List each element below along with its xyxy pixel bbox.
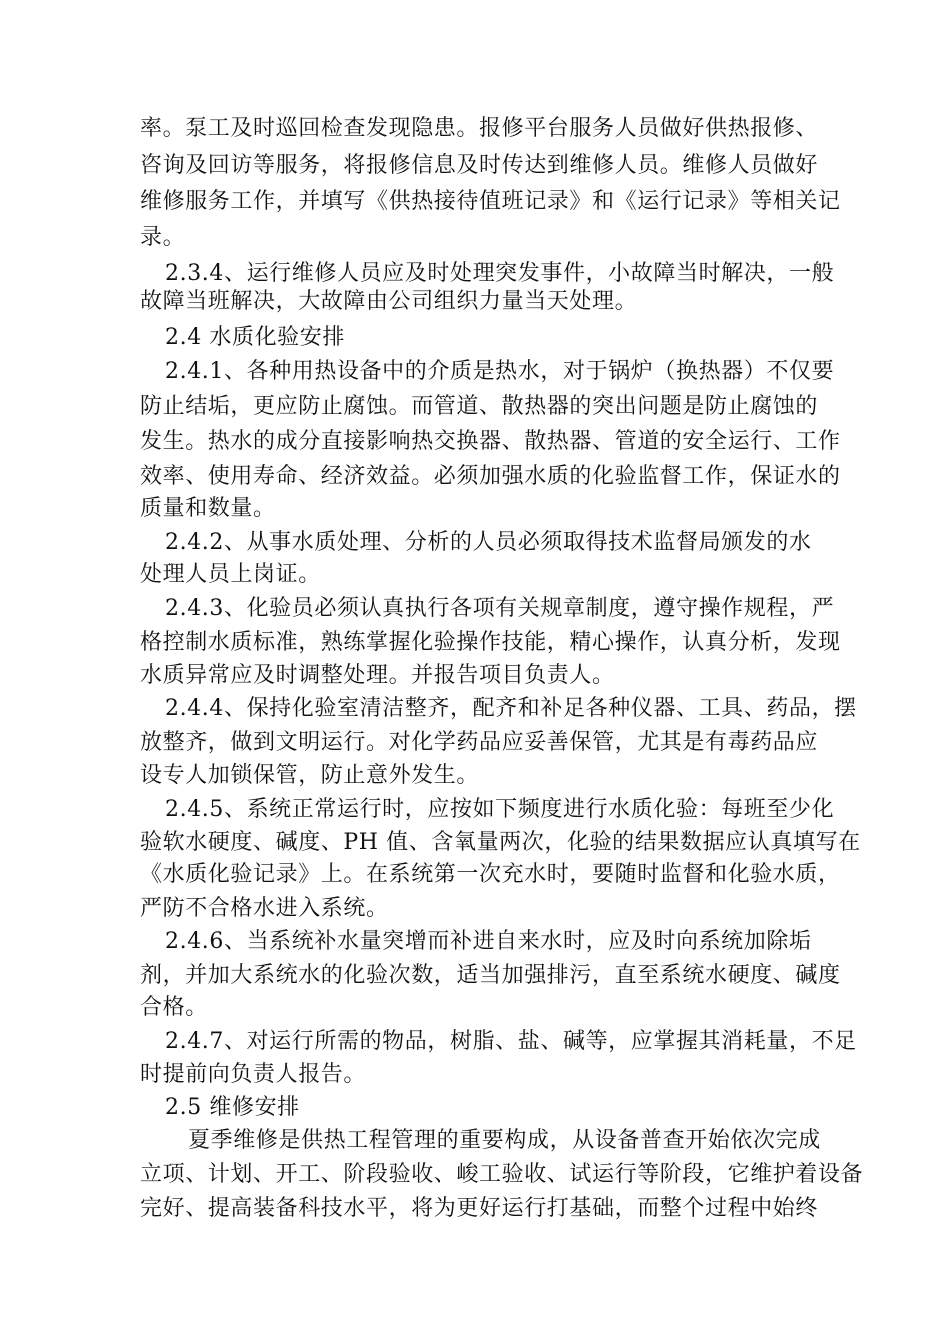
text-line: 咨询及回访等服务，将报修信息及时传达到维修人员。维修人员做好 xyxy=(140,153,819,178)
text-line: 2.4.2、从事水质处理、分析的人员必须取得技术监督局颁发的水 xyxy=(165,530,812,555)
text-line: 2.3.4、运行维修人员应及时处理突发事件，小故障当时解决，一般 xyxy=(165,261,835,286)
text-line: 率。泵工及时巡回检查发现隐患。报修平台服务人员做好供热报修、 xyxy=(140,116,819,141)
text-line: 《水质化验记录》上。在系统第一次充水时，要随时监督和化验水质， xyxy=(140,862,841,887)
text-line: 质量和数量。 xyxy=(140,496,276,521)
text-line: 验软水硬度、碱度、PH 值、含氧量两次，化验的结果数据应认真填写在 xyxy=(140,830,861,855)
text-line: 夏季维修是供热工程管理的重要构成，从设备普查开始依次完成 xyxy=(188,1128,821,1153)
text-line: 2.4.5、系统正常运行时，应按如下频度进行水质化验：每班至少化 xyxy=(165,797,835,822)
text-line: 处理人员上岗证。 xyxy=(140,562,321,587)
text-line: 2.4.7、对运行所需的物品，树脂、盐、碱等，应掌握其消耗量，不足 xyxy=(165,1029,857,1054)
text-line: 设专人加锁保管，防止意外发生。 xyxy=(140,763,480,788)
text-line: 立项、计划、开工、阶段验收、峻工验收、试运行等阶段，它维护着设备 xyxy=(140,1162,864,1187)
text-line: 维修服务工作，并填写《供热接待值班记录》和《运行记录》等相关记 xyxy=(140,189,841,214)
text-line: 故障当班解决，大故障由公司组织力量当天处理。 xyxy=(140,289,638,314)
section-heading: 2.4 水质化验安排 xyxy=(165,325,345,350)
text-line: 放整齐，做到文明运行。对化学药品应妥善保管，尤其是有毒药品应 xyxy=(140,730,819,755)
text-line: 时提前向负责人报告。 xyxy=(140,1062,367,1087)
text-line: 剂，并加大系统水的化验次数，适当加强排污，直至系统水硬度、碱度 xyxy=(140,963,841,988)
text-line: 完好、提高装备科技水平，将为更好运行打基础，而整个过程中始终 xyxy=(140,1196,819,1221)
text-line: 水质异常应及时调整处理。并报告项目负责人。 xyxy=(140,663,615,688)
text-line: 格控制水质标准，熟练掌握化验操作技能，精心操作，认真分析，发现 xyxy=(140,630,841,655)
text-line: 效率、使用寿命、经济效益。必须加强水质的化验监督工作，保证水的 xyxy=(140,464,841,489)
text-line: 2.4.3、化验员必须认真执行各项有关规章制度，遵守操作规程，严 xyxy=(165,596,835,621)
text-line: 2.4.6、当系统补水量突增而补进自来水时，应及时向系统加除垢 xyxy=(165,929,812,954)
text-line: 严防不合格水进入系统。 xyxy=(140,896,389,921)
text-line: 发生。热水的成分直接影响热交换器、散热器、管道的安全运行、工作 xyxy=(140,429,841,454)
text-line: 2.4.1、各种用热设备中的介质是热水，对于锅炉（换热器）不仅要 xyxy=(165,359,835,384)
section-heading: 2.5 维修安排 xyxy=(165,1095,300,1120)
text-line: 录。 xyxy=(140,225,186,250)
text-line: 合格。 xyxy=(140,995,208,1020)
text-line: 2.4.4、保持化验室清洁整齐，配齐和补足各种仪器、工具、药品，摆 xyxy=(165,696,857,721)
text-line: 防止结垢，更应防止腐蚀。而管道、散热器的突出问题是防止腐蚀的 xyxy=(140,394,819,419)
